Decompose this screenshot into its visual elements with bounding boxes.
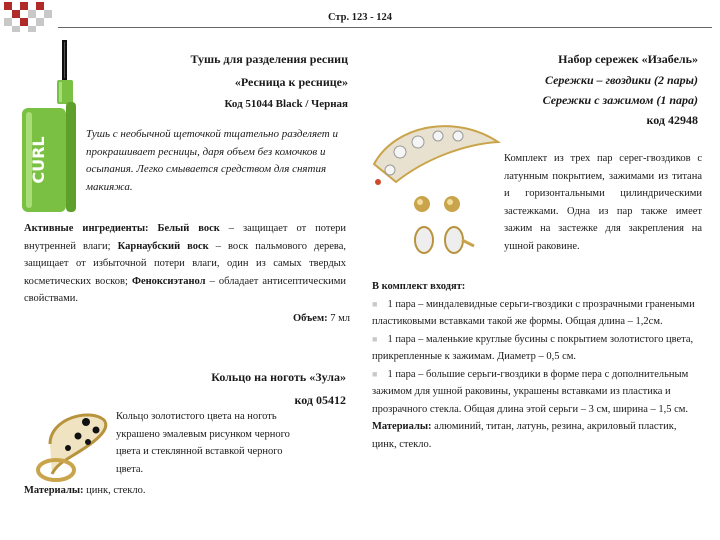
- ring-materials-value: цинк, стекло.: [83, 485, 146, 496]
- earrings-title-line-2: Сережки – гвоздики (2 пары): [545, 73, 698, 87]
- header-rule: [58, 27, 712, 28]
- phenoxy-label: Феноксиэтанол: [131, 275, 206, 287]
- earrings-item: [372, 366, 702, 419]
- earrings-code: код 42948: [646, 113, 698, 127]
- mascara-title-line-1: Тушь для разделения ресниц: [190, 52, 348, 66]
- bullet-icon: ■: [372, 368, 378, 379]
- mascara-title-line-2: «Ресница к реснице»: [234, 75, 348, 89]
- volume-label: Объем:: [293, 313, 328, 324]
- ring-materials-label: Материалы:: [24, 485, 84, 496]
- mascara-image: [18, 38, 82, 214]
- volume-value: 7 мл: [327, 313, 350, 324]
- ring-title-line: Кольцо на ноготь «Зула»: [211, 370, 346, 384]
- ring-title: [120, 368, 346, 409]
- earrings-intro-text: Комплект из трех пар серег-гвоздиков с латунным покрытием, зажимами из титана и горизонтальными цилиндрическими застежками. Одна из пар также имеет зажим на застежке для закрепления на ушной раковине.: [504, 153, 702, 252]
- carnauba-label: Карнаубский воск: [117, 240, 209, 252]
- mascara-code: Код 51044 Black / Черная: [224, 98, 348, 110]
- mascara-tube-label: CURL: [29, 136, 48, 184]
- page-numbers: Стр. 123 - 124: [327, 12, 393, 23]
- earrings-item-text: 1 пара – миндалевидные серьги-гвоздики с прозрачными гранеными пластиковыми вставками такой же формы. Общая длина – 1,2см.: [372, 298, 695, 327]
- ring-description: Кольцо золотистого цвета на ноготь украшено эмалевым рисунком черного цвета и стеклянной вставкой черного цвета.: [116, 411, 290, 475]
- phenoxy-text: – обладает антисептическими свойствами.: [24, 275, 347, 304]
- earrings-title-line-3: Сережки с зажимом (1 пара): [542, 93, 698, 107]
- beeswax-label: Белый воск: [157, 223, 220, 234]
- earrings-materials-value: алюминий, титан, латунь, резина, акриловый пластик, цинк, стекло.: [372, 421, 677, 450]
- earrings-item-text: 1 пара – маленькие круглые бусины с покрытием золотистого цвета, прикрепленные к зажимам. Диаметр – 0,5 см.: [372, 333, 694, 362]
- earrings-intro: [372, 150, 702, 255]
- carnauba-text: – воск пальмового дерева, защищает от избыточной потери влаги, один из самых твердых косметических восков;: [24, 240, 347, 287]
- ring-materials: [24, 482, 324, 500]
- earrings-item: [372, 296, 702, 331]
- ring-code: код 05412: [294, 393, 346, 407]
- earrings-materials: [372, 418, 702, 453]
- ring-image: [30, 404, 114, 484]
- earrings-title-line-1: Набор сережек «Изабель»: [558, 52, 698, 66]
- includes-label: В комплект входят:: [372, 281, 466, 292]
- mascara-title: [100, 50, 348, 113]
- bullet-icon: ■: [372, 333, 378, 344]
- ingredients-label: Активные ингредиенты:: [24, 223, 149, 234]
- bullet-icon: ■: [372, 298, 378, 309]
- mascara-ingredients: [24, 220, 346, 308]
- mascara-volume: [270, 310, 350, 328]
- earrings-item-text: 1 пара – большие серьги-гвоздики в форме пера с дополнительным зажимом для ушной раковины, украшены вставками из пластика и прозрачного стекла. Общая длина этой серьги – 3 см, ширина – 1,5 см.: [372, 368, 689, 415]
- earrings-materials-label: Материалы:: [372, 421, 432, 432]
- earrings-item: [372, 331, 702, 366]
- beeswax-text: – защищает от потери внутренней влаги;: [24, 223, 347, 252]
- earrings-includes: [372, 278, 702, 453]
- mascara-description: Тушь с необычной щеточкой тщательно разделяет и прокрашивает ресницы, даря объем без комочков и осыпания. Легко смывается средством для снятия макияжа.: [86, 128, 338, 193]
